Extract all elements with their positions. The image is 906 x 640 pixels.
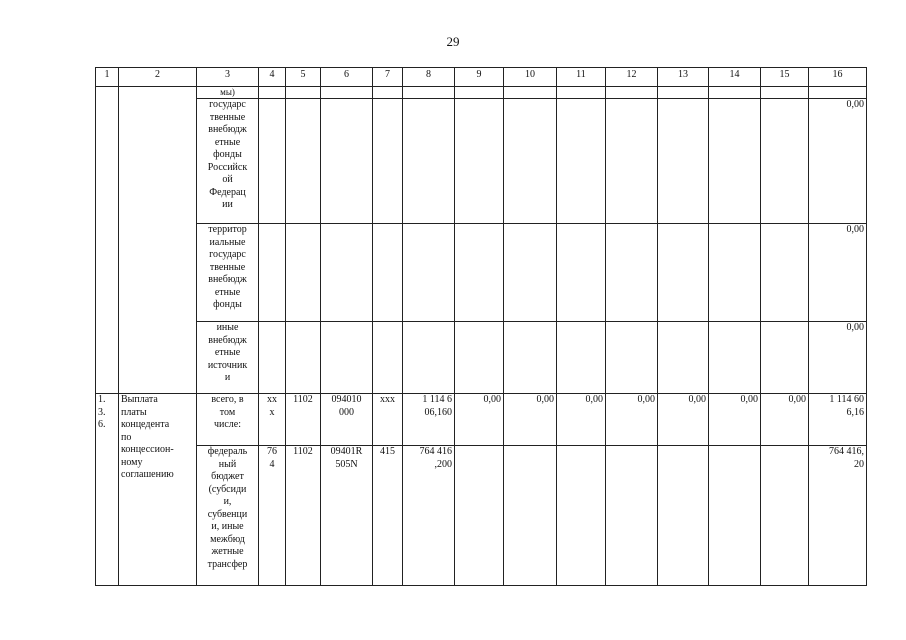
empty-cell: [606, 87, 658, 99]
cell-col16: 764 416, 20: [809, 446, 867, 586]
empty-cell: [709, 224, 761, 322]
header-cell-3: 3: [197, 68, 259, 87]
row-label: всего, в том числе:: [197, 394, 259, 446]
continuation-row: [96, 87, 867, 99]
header-cell-10: 10: [504, 68, 557, 87]
empty-cell: [286, 87, 321, 99]
header-cell-5: 5: [286, 68, 321, 87]
empty-cell: [321, 87, 373, 99]
cell-col11: 0,00: [557, 394, 606, 446]
budget-table: [95, 67, 867, 586]
table-row: [96, 322, 867, 394]
cell-col13: 0,00: [658, 394, 709, 446]
table-row: [96, 99, 867, 224]
empty-cell: [286, 322, 321, 394]
cell-col9: 0,00: [455, 394, 504, 446]
empty-cell: [455, 99, 504, 224]
empty-cell: [373, 224, 403, 322]
row-label: федераль ный бюджет (субсиди и, субвенци и, иные межбюд жетные трансфер: [197, 446, 259, 586]
page-number: 29: [446, 34, 460, 49]
empty-cell: [709, 87, 761, 99]
header-cell-4: 4: [259, 68, 286, 87]
empty-cell: [606, 322, 658, 394]
empty-cell: [321, 322, 373, 394]
empty-cell: [658, 99, 709, 224]
empty-cell: [286, 99, 321, 224]
header-cell-15: 15: [761, 68, 809, 87]
cell-col4: хх х: [259, 394, 286, 446]
row-total: 0,00: [809, 99, 867, 224]
cell-col8: 1 114 6 06,160: [403, 394, 455, 446]
continuation-label: мы): [197, 87, 259, 99]
empty-cell: [557, 99, 606, 224]
empty-cell: [809, 87, 867, 99]
empty-cell: [286, 224, 321, 322]
empty-cell: [606, 99, 658, 224]
cell-col15: 0,00: [761, 394, 809, 446]
cell-col5: 1102: [286, 446, 321, 586]
header-cell-8: 8: [403, 68, 455, 87]
empty-cell: [321, 99, 373, 224]
table-row: [96, 446, 867, 586]
table-row: [96, 394, 867, 446]
empty-cell: [761, 322, 809, 394]
empty-cell: [403, 322, 455, 394]
cell-col6: 09401R 505N: [321, 446, 373, 586]
cell-col4: 76 4: [259, 446, 286, 586]
header-cell-13: 13: [658, 68, 709, 87]
header-cell-6: 6: [321, 68, 373, 87]
cell-col15: [761, 446, 809, 586]
cell-col12: 0,00: [606, 394, 658, 446]
header-cell-1: 1: [96, 68, 119, 87]
header-row: [96, 68, 867, 87]
empty-cell: [557, 224, 606, 322]
empty-cell: [761, 224, 809, 322]
cell-col8: 764 416 ,200: [403, 446, 455, 586]
empty-cell: [557, 322, 606, 394]
item-number: 1. 3. 6.: [96, 394, 119, 586]
empty-cell: [658, 87, 709, 99]
empty-cell: [557, 87, 606, 99]
header-cell-12: 12: [606, 68, 658, 87]
empty-cell: [709, 99, 761, 224]
title-cell-prev: [119, 87, 197, 394]
cell-col10: 0,00: [504, 394, 557, 446]
cell-col16: 1 114 60 6,16: [809, 394, 867, 446]
cell-col13: [658, 446, 709, 586]
empty-cell: [455, 87, 504, 99]
cell-col14: 0,00: [709, 394, 761, 446]
row-label: иные внебюдж етные источник и: [197, 322, 259, 394]
empty-cell: [259, 322, 286, 394]
cell-col5: 1102: [286, 394, 321, 446]
empty-cell: [761, 87, 809, 99]
empty-cell: [504, 224, 557, 322]
empty-cell: [504, 99, 557, 224]
empty-cell: [373, 87, 403, 99]
empty-cell: [403, 87, 455, 99]
header-cell-7: 7: [373, 68, 403, 87]
header-cell-2: 2: [119, 68, 197, 87]
empty-cell: [403, 99, 455, 224]
cell-col9: [455, 446, 504, 586]
empty-cell: [259, 99, 286, 224]
empty-cell: [504, 322, 557, 394]
empty-cell: [373, 322, 403, 394]
empty-cell: [403, 224, 455, 322]
header-cell-11: 11: [557, 68, 606, 87]
empty-cell: [606, 224, 658, 322]
header-cell-16: 16: [809, 68, 867, 87]
cell-col7: ххх: [373, 394, 403, 446]
empty-cell: [259, 87, 286, 99]
empty-cell: [373, 99, 403, 224]
item-title: Выплата платы концедента по концессион- ному соглашению: [119, 394, 197, 586]
row-label: территор иальные государс твенные внебюдж етные фонды: [197, 224, 259, 322]
empty-cell: [658, 224, 709, 322]
table-row: [96, 224, 867, 322]
empty-cell: [259, 224, 286, 322]
empty-cell: [321, 224, 373, 322]
header-cell-14: 14: [709, 68, 761, 87]
empty-cell: [658, 322, 709, 394]
row-label: государс твенные внебюдж етные фонды Российск ой Федерац ии: [197, 99, 259, 224]
row-total: 0,00: [809, 322, 867, 394]
empty-cell: [761, 99, 809, 224]
cell-col14: [709, 446, 761, 586]
cell-col12: [606, 446, 658, 586]
cell-col11: [557, 446, 606, 586]
empty-cell: [709, 322, 761, 394]
cell-col7: 415: [373, 446, 403, 586]
number-cell-prev: [96, 87, 119, 394]
cell-col10: [504, 446, 557, 586]
cell-col6: 094010 000: [321, 394, 373, 446]
empty-cell: [504, 87, 557, 99]
empty-cell: [455, 224, 504, 322]
empty-cell: [455, 322, 504, 394]
header-cell-9: 9: [455, 68, 504, 87]
row-total: 0,00: [809, 224, 867, 322]
